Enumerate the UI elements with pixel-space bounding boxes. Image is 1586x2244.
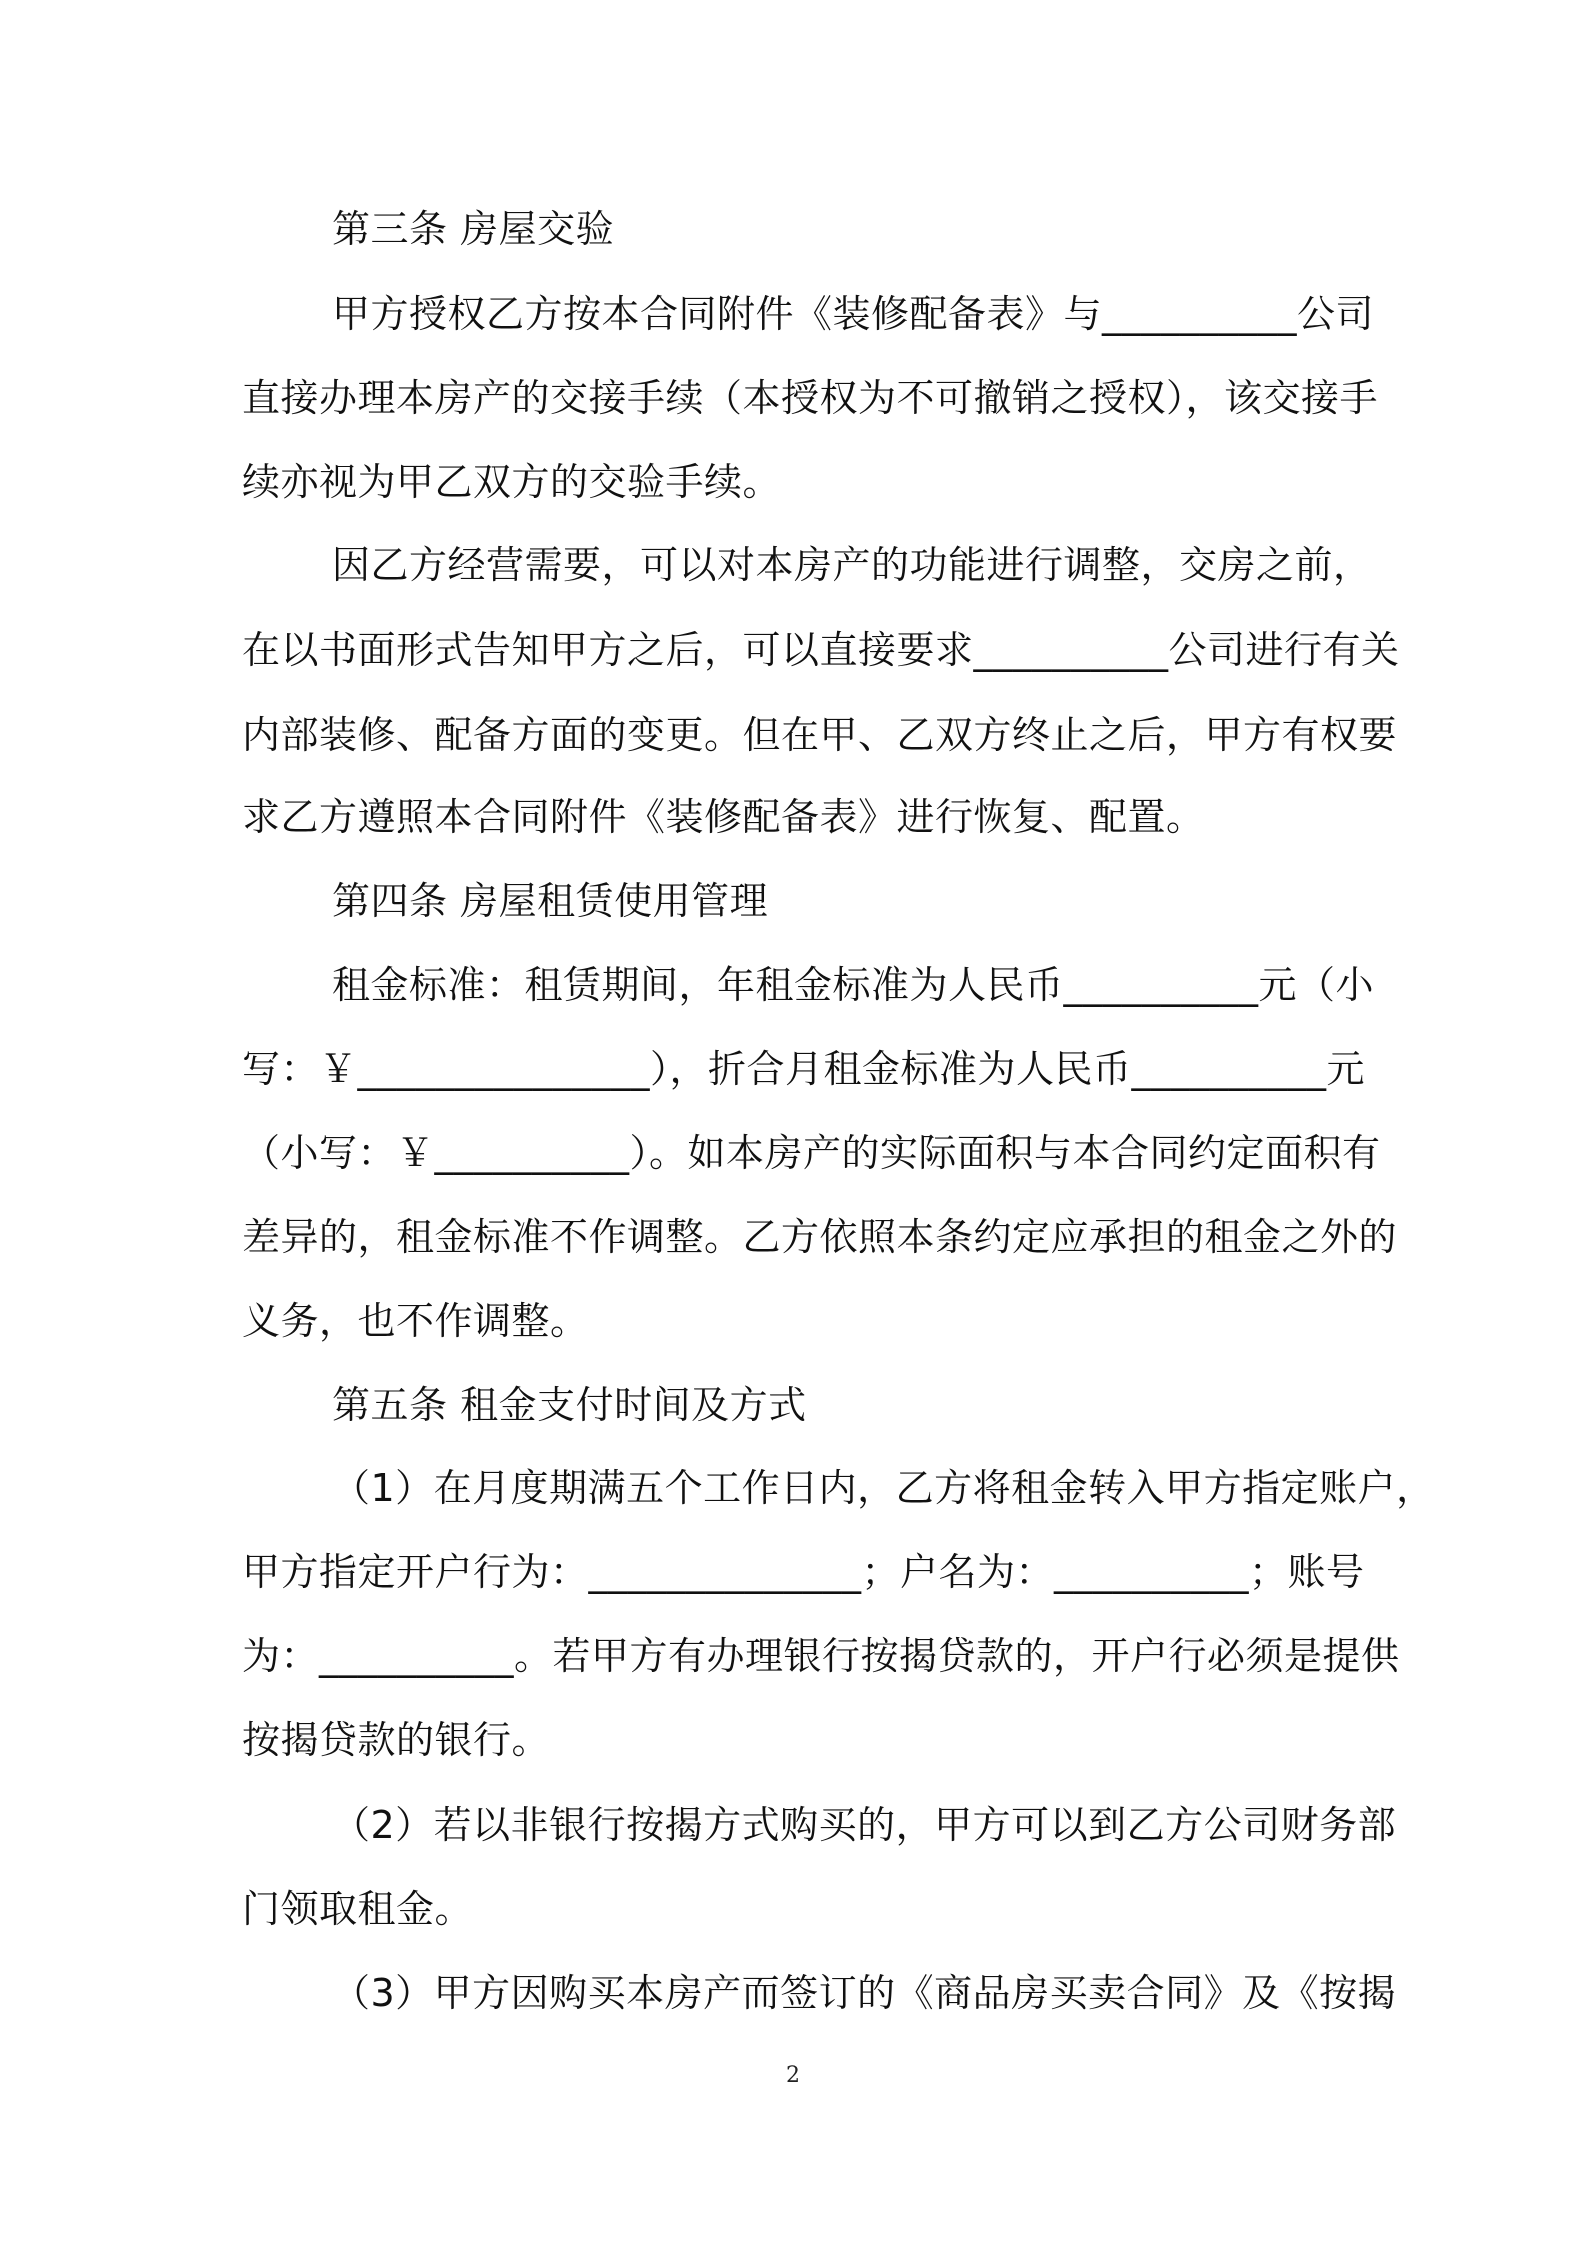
paragraph-line: 求乙方遵照本合同附件《装修配备表》进行恢复、配置。 xyxy=(242,795,1205,839)
paragraph-line: 因乙方经营需要，可以对本房产的功能进行调整，交房之前， xyxy=(332,543,1372,587)
paragraph-line: 按揭贷款的银行。 xyxy=(242,1718,551,1762)
paragraph-line: 写：￥_______________），折合月租金标准为人民币__________元 xyxy=(242,1047,1366,1091)
paragraph-line: 租金标准：租赁期间，年租金标准为人民币__________元（小 xyxy=(332,963,1375,1007)
article-3-heading: 第三条 房屋交验 xyxy=(332,207,615,251)
paragraph-line: （小写：￥__________）。如本房产的实际面积与本合同约定面积有 xyxy=(242,1131,1381,1175)
paragraph-line: 续亦视为甲乙双方的交验手续。 xyxy=(242,460,782,504)
paragraph-line: 义务，也不作调整。 xyxy=(242,1299,589,1343)
paragraph-line: 在以书面形式告知甲方之后，可以直接要求__________公司进行有关 xyxy=(242,628,1400,672)
paragraph-line: 甲方指定开户行为：______________；户名为：__________；账号 xyxy=(242,1550,1365,1594)
page-number: 2 xyxy=(786,2063,800,2088)
article-4-heading: 第四条 房屋租赁使用管理 xyxy=(332,879,769,923)
paragraph-line: （3）甲方因购买本房产而签订的《商品房买卖合同》及《按揭 xyxy=(332,1971,1397,2015)
paragraph-line: 为：__________。若甲方有办理银行按揭贷款的，开户行必须是提供 xyxy=(242,1634,1400,1678)
article-5-heading: 第五条 租金支付时间及方式 xyxy=(332,1383,807,1427)
paragraph-line: （2）若以非银行按揭方式购买的，甲方可以到乙方公司财务部 xyxy=(332,1803,1397,1847)
paragraph-line: （1）在月度期满五个工作日内，乙方将租金转入甲方指定账户， xyxy=(332,1466,1435,1510)
paragraph-line: 直接办理本房产的交接手续（本授权为不可撤销之授权），该交接手 xyxy=(242,376,1379,420)
paragraph-line: 差异的，租金标准不作调整。乙方依照本条约定应承担的租金之外的 xyxy=(242,1215,1398,1259)
paragraph-line: 甲方授权乙方按本合同附件《装修配备表》与__________公司 xyxy=(332,292,1375,336)
paragraph-line: 内部装修、配备方面的变更。但在甲、乙双方终止之后，甲方有权要 xyxy=(242,713,1398,757)
paragraph-line: 门领取租金。 xyxy=(242,1887,474,1931)
